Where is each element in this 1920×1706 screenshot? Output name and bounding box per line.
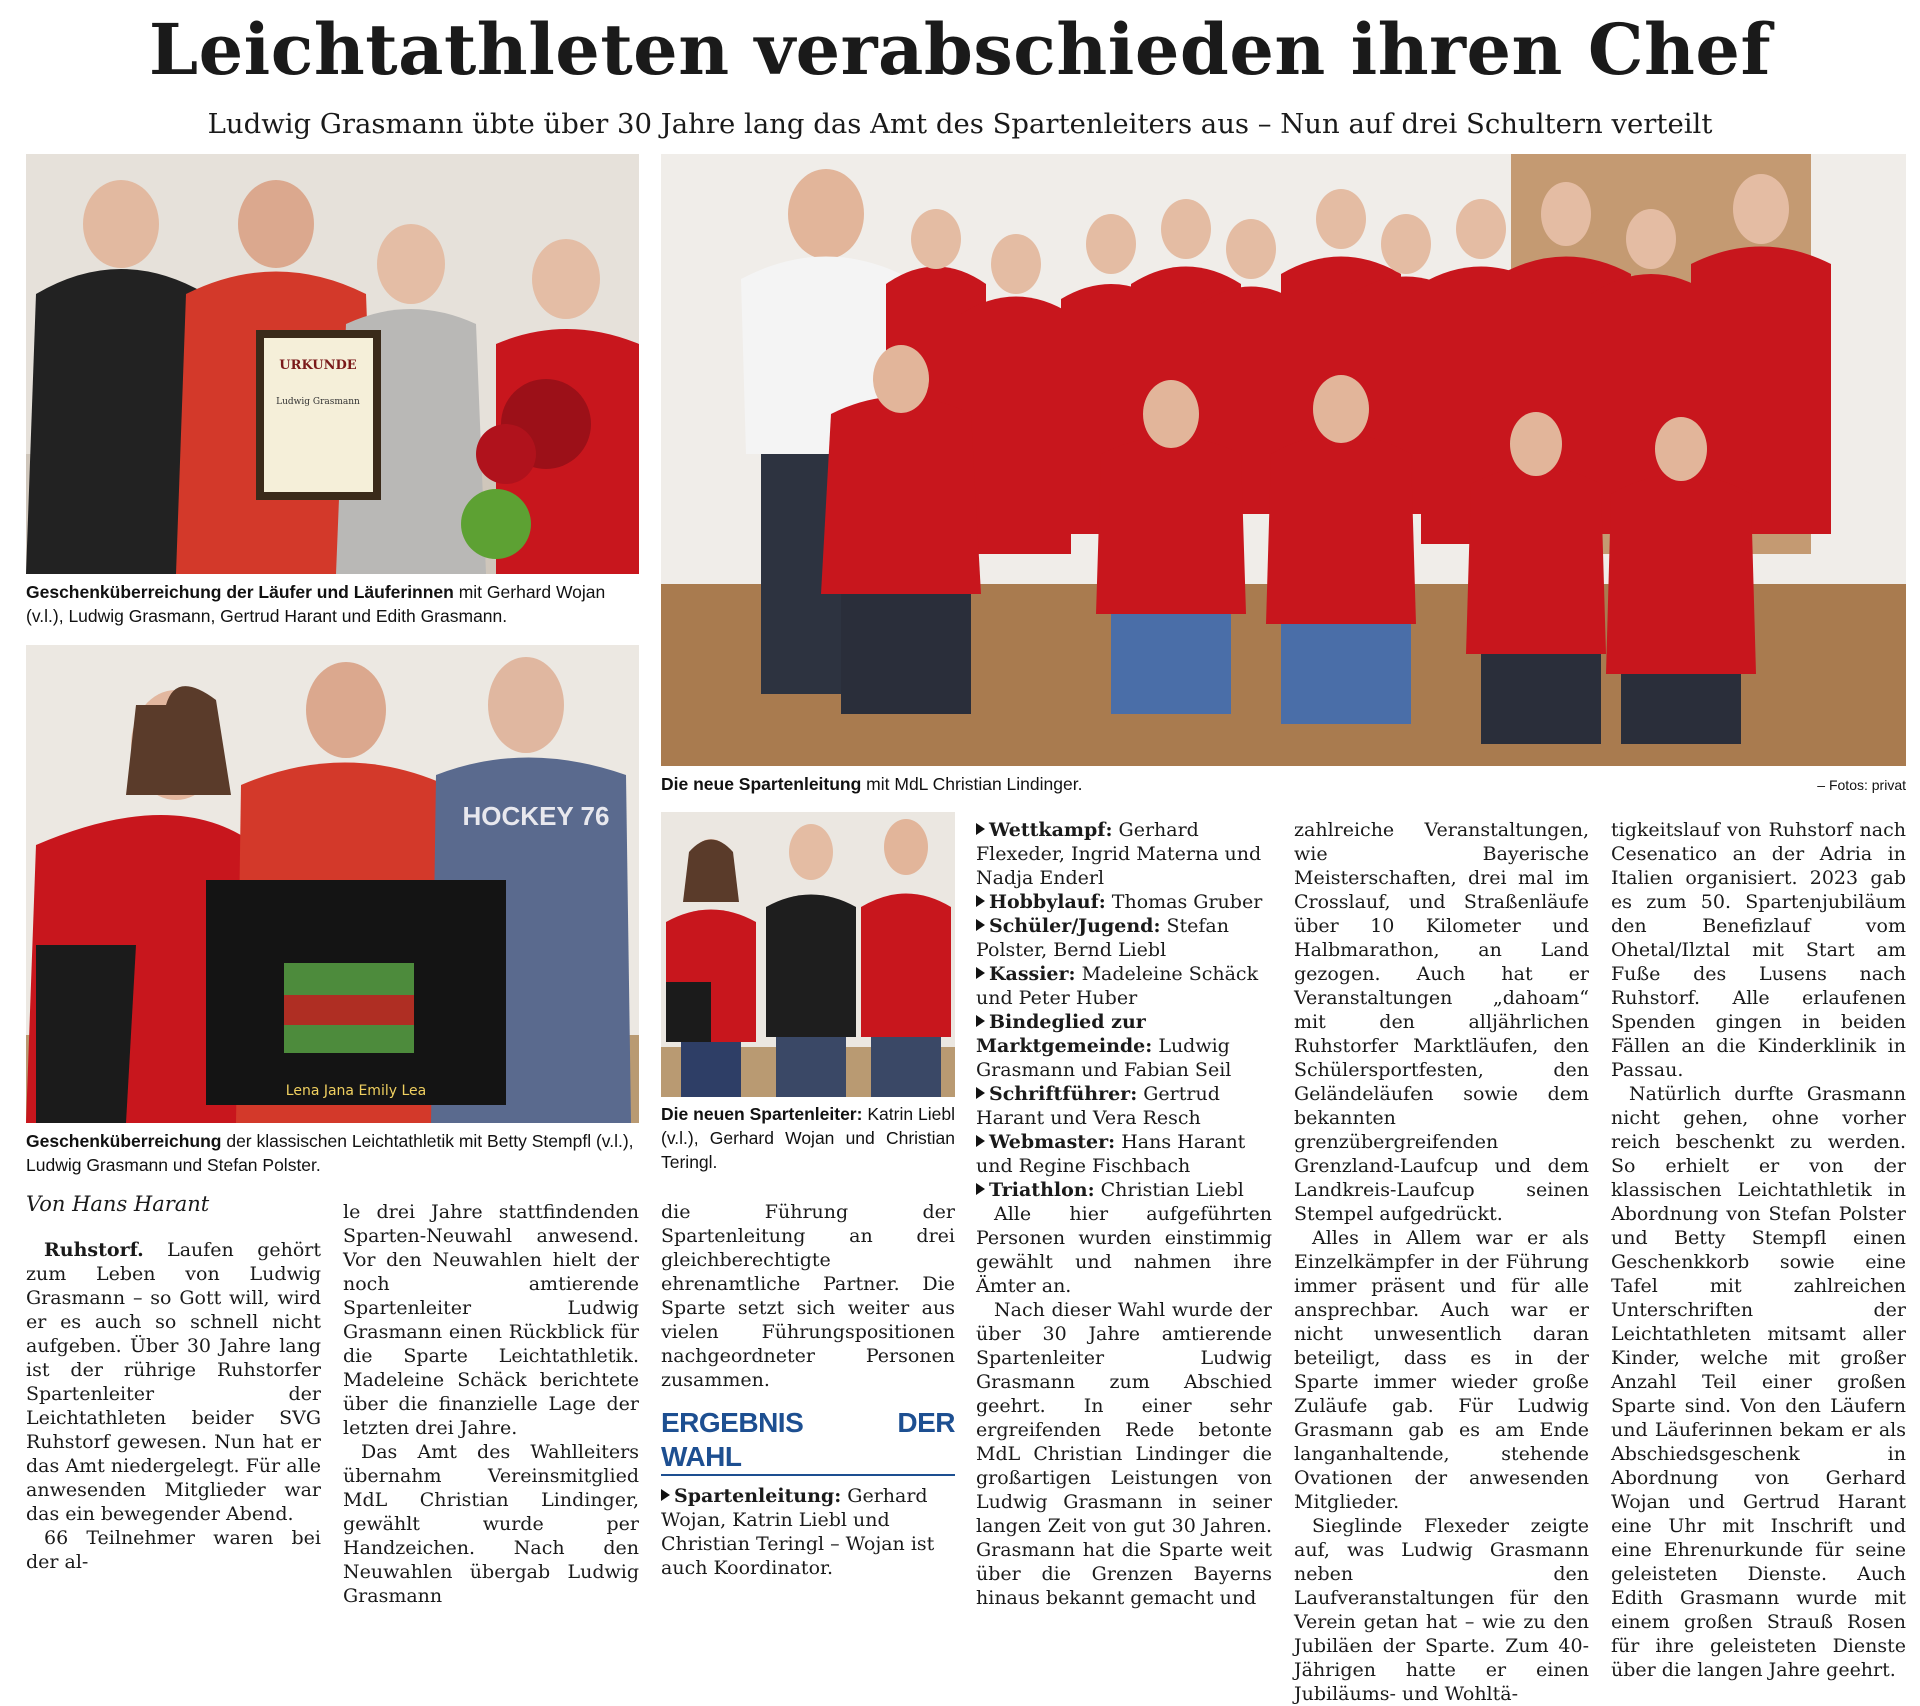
paragraph: tigkeitslauf von Ruhstorf nach Cesenatico an der Adria in Italien organisiert. 2023 gab es zum 50. Spartenjubiläum den Benefizlauf vom Ohetal/Ilztal mit Start am Fuße des Lusens nach Ruhstorf. Alle erlaufenen Spenden gingen in beiden Fällen an die Kinderklinik in Passau. [1611,819,1906,1081]
election-item-leadership: Spartenleitung: Gerhard Wojan, Katrin Liebl und Christian Teringl – Wojan ist auch Koordinator. [661,1485,935,1579]
photo-gift-runners [26,154,639,574]
caption-text: der klassischen Leichtathletik mit Betty Stempfl (v.l.), Ludwig Grasmann und Stefan Polster. [26,1131,634,1175]
election-item: Webmaster: Hans Harant und Regine Fischbach [976,1131,1246,1177]
election-item: Hobbylauf: Thomas Gruber [976,890,1272,914]
paragraph: 66 Teilnehmer waren bei der al- [26,1527,321,1573]
paragraph: Alles in Allem war er als Einzelkämpfer in der Führung immer präsent und für alle ansprechbar. Auch war er nicht unwesentlich daran beteiligt, dass es in der Sparte immer wieder große Zuläufe gab. Für Ludwig Grasmann gab es am Ende langanhaltende, stehende Ovationen der anwesenden Mitglieder. [1294,1227,1589,1513]
article-column-1 [26,1192,321,1574]
election-item: Wettkampf: Gerhard Flexeder, Ingrid Materna und Nadja Enderl [976,819,1262,889]
paragraph: die Führung der Spartenleitung an drei gleichberechtigte ehrenamtliche Partner. Die Sparte setzt sich weiter aus vielen Führungspositionen nachgeordneter Personen zusammen. [661,1201,955,1391]
article-column-4 [976,818,1272,1610]
election-item: Triathlon: Christian Liebl [976,1178,1272,1202]
board-names: Lena Jana Emily Lea [285,1083,427,1099]
caption-bold: Geschenküberreichung der Läufer und Läuferinnen [26,582,454,602]
caption-bold: Geschenküberreichung [26,1131,222,1151]
photo-new-leaders [661,812,955,1097]
caption-group [661,772,1661,796]
caption-bold: Die neuen Spartenleiter: [661,1104,863,1124]
caption-bold: Die neue Spartenleitung [661,774,862,794]
caption-text: Katrin Liebl (v.l.), Gerhard Wojan und Christian Teringl. [661,1104,955,1172]
subheadline: Ludwig Grasmann übte über 30 Jahre lang das Amt des Spartenleiters aus – Nun auf drei Schultern verteilt [207,108,1713,140]
bullet-triangle-icon [976,1015,985,1027]
article-column-3 [661,1200,955,1580]
bullet-triangle-icon [976,919,985,931]
election-item: Schriftführer: Gertrud Harant und Vera Resch [976,1083,1220,1129]
photo-gift-athletics [26,645,639,1123]
bullet-triangle-icon [976,967,985,979]
dateline: Ruhstorf. [44,1239,144,1261]
article-column-2 [343,1200,639,1608]
article-column-5 [1294,818,1589,1706]
caption-gift-runners [26,580,639,628]
bullet-triangle-icon [976,895,985,907]
photo-group-new-leadership [661,154,1906,766]
bullet-triangle-icon [661,1489,670,1501]
certificate-title: URKUNDE [279,358,357,373]
paragraph: zahlreiche Veranstaltungen, wie Bayerische Meisterschaften, drei mal im Crosslauf, und Straßenläufe über 10 Kilometer und Halbmarathon, an Land gezogen. Auch hat er Veranstaltungen „dahoam“ mit den alljährlichen Ruhstorfer Marktläufen, den Schülersportfesten, den Geländeläufen sowie dem bekannten grenzübergreifenden Grenzland-Laufcup und dem Landkreis-Laufcup seinen Stempel aufgedrückt. [1294,819,1589,1225]
paragraph: Sieglinde Flexeder zeigte auf, was Ludwig Grasmann neben den Laufveranstaltungen für den Verein getan hat – wie zu den Jubiläen der Sparte. Zum 40-Jährigen hatte er einen Jubiläums- und Wohltä- [1294,1515,1589,1705]
paragraph: Natürlich durfte Grasmann nicht gehen, ohne vorher reich beschenkt zu werden. So erhielt er von der klassischen Leichtathletik in Abordnung von Stefan Polster und Betty Stempfl einen Geschenkkorb sowie eine Tafel mit zahlreichen Unterschriften der Leichtathleten mitsamt aller Kinder, welche mit großer Anzahl Teil einer großen Sparte sind. Von den Läufern und Läuferinnen bekam er als Abschiedsgeschenk in Abordnung von Gerhard Wojan und Gertrud Harant eine Uhr mit Inschrift und eine Ehrenurkunde für seine geleisteten Dienste. Auch Edith Grasmann wurde mit einem großen Strauß Rosen für ihre geleisteten Dienste über die langen Jahre geehrt. [1611,1083,1906,1681]
certificate-name: Ludwig Grasmann [276,397,360,407]
paragraph: Alle hier aufgeführten Personen wurden einstimmig gewählt und nahmen ihre Ämter an. [976,1203,1272,1297]
paragraph: Nach dieser Wahl wurde der über 30 Jahre amtierende Spartenleiter Ludwig Grasmann zum Abschied geehrt. In einer sehr ergreifenden Rede betonte MdL Christian Lindinger die großartigen Leistungen von Ludwig Grasmann in seiner langen Zeit von gut 30 Jahren. Grasmann hat die Sparte weit über die Grenzen Bayerns hinaus bekannt gemacht und [976,1299,1272,1609]
bullet-triangle-icon [976,823,985,835]
paragraph: le drei Jahre stattfindenden Sparten-Neuwahl anwesend. Vor den Neuwahlen hielt der noch amtierende Spartenleiter Ludwig Grasmann einen Rückblick für die Sparte Leichtathletik. Madeleine Schäck berichtete über die finanzielle Lage der letzten drei Jahre. [343,1201,639,1439]
election-item: Kassier: Madeleine Schäck und Peter Huber [976,963,1259,1009]
byline: Von Hans Harant [26,1192,210,1216]
caption-gift-athletics [26,1129,639,1177]
election-item: Bindeglied zur Marktgemeinde: Ludwig Grasmann und Fabian Seil [976,1011,1232,1081]
caption-new-leaders [661,1102,955,1174]
election-item: Schüler/Jugend: Stefan Polster, Bernd Liebl [976,915,1230,961]
caption-text: mit Gerhard Wojan (v.l.), Ludwig Grasmann, Gertrud Harant und Edith Grasmann. [26,582,606,626]
photo-credit: – Fotos: privat [1817,777,1906,793]
article-column-6 [1611,818,1906,1682]
caption-text: mit MdL Christian Lindinger. [861,774,1083,794]
headline: Leichtathleten verabschieden ihren Chef [148,8,1772,91]
paragraph: Laufen gehört zum Leben von Ludwig Grasmann – so Gott will, wird er es auch so schnell nicht aufgeben. Über 30 Jahre lang ist der rührige Ruhstorfer Spartenleiter der Leichtathleten beider SVG Ruhstorf gewesen. Nun hat er das Amt niedergelegt. Für alle anwesenden Mitglieder war das ein bewegender Abend. [26,1239,321,1525]
bullet-triangle-icon [976,1135,985,1147]
bullet-triangle-icon [976,1087,985,1099]
election-box-title: ERGEBNIS DER WAHL [661,1406,955,1476]
sweater-text: HOCKEY 76 [462,801,610,831]
paragraph: Das Amt des Wahlleiters übernahm Vereinsmitglied MdL Christian Lindinger, gewählt wurde per Handzeichen. Nach den Neuwahlen übergab Ludwig Grasmann [343,1441,639,1607]
bullet-triangle-icon [976,1183,985,1195]
